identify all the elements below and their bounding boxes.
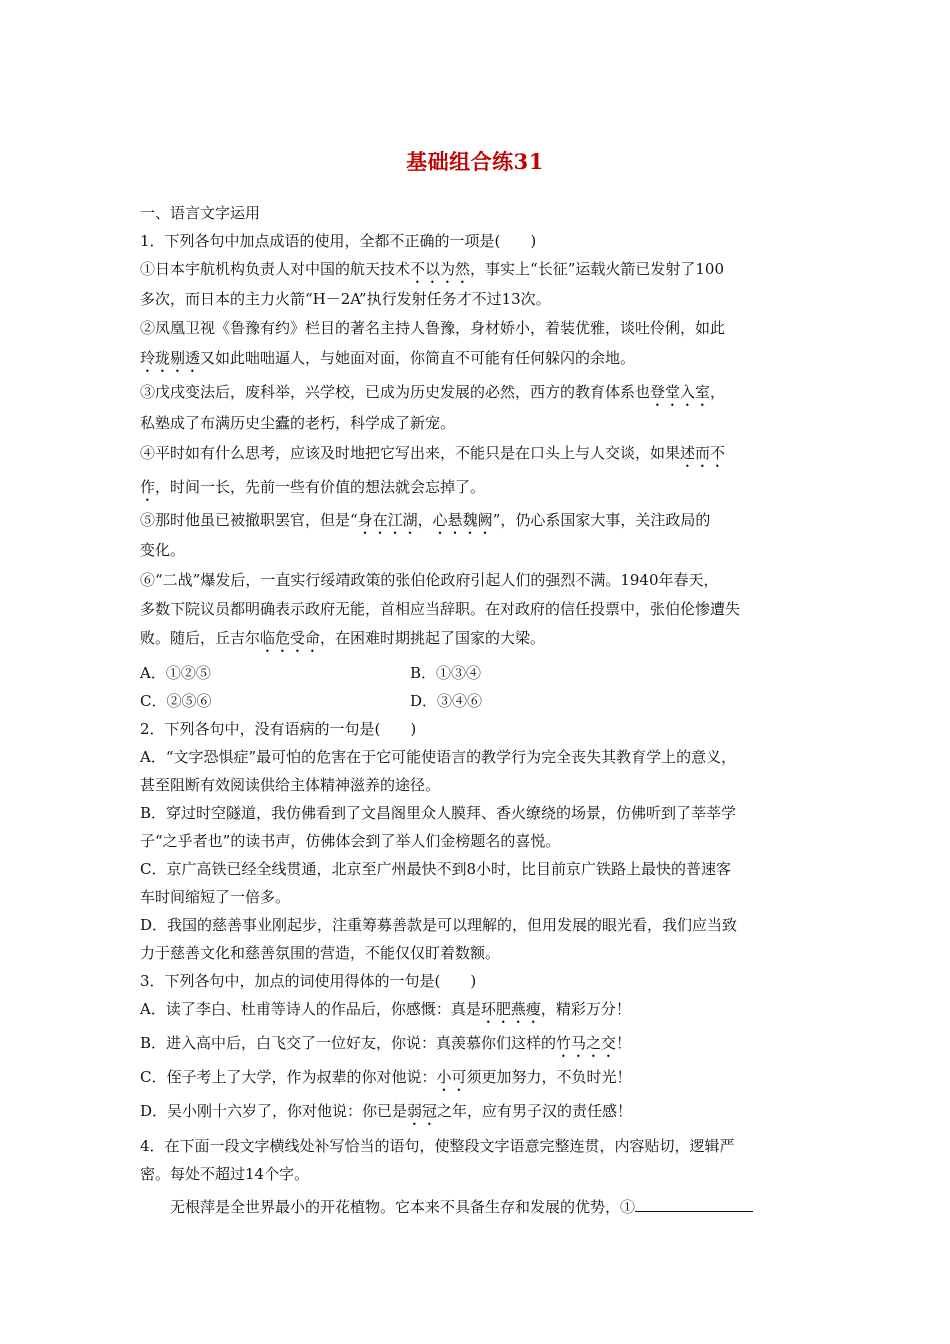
q1-sentence-6-cont: 多数下院议员都明确表示政府无能，首相应当辞职。在对政府的信任投票中，张伯伦惨遭失 <box>140 600 741 618</box>
q1-sentence-2: ②凤凰卫视《鲁豫有约》栏目的著名主持人鲁豫，身材娇小，着装优雅，谈吐伶俐，如此 <box>140 319 726 337</box>
q2-option-b: B．穿过时空隧道，我仿佛看到了文昌阁里众人膜拜、香火缭绕的场景，仿佛听到了莘莘学 <box>140 804 737 822</box>
q2-option-d-cont: 力于慈善文化和慈善氛围的营造，不能仅仅盯着数额。 <box>140 944 501 962</box>
q1-sentence-6-cont2: 败。随后，丘吉尔临危受命，在困难时期挑起了国家的大梁。 <box>140 629 546 647</box>
q1-option-a: A．①②⑤ <box>140 664 211 682</box>
q1-sentence-6: ⑥“二战”爆发后，一直实行绥靖政策的张伯伦政府引起人们的强烈不满。1940年春天， <box>140 571 719 589</box>
answer-blank-1[interactable] <box>635 1196 753 1212</box>
q1-option-d: D．③④⑥ <box>410 692 483 710</box>
dotted-idiom: 述而不 <box>680 444 726 462</box>
q2-option-d: D．我国的慈善事业刚起步，注重筹募善款是可以理解的，但用发展的眼光看，我们应当致 <box>140 916 738 934</box>
q1-sentence-5-cont: 变化。 <box>140 541 186 559</box>
q1-sentence-3: ③戊戌变法后，废科举，兴学校，已成为历史发展的必然，西方的教育体系也登堂入室， <box>140 383 726 401</box>
section-heading: 一、语言文字运用 <box>140 204 261 222</box>
dotted-idiom: 玲珑剔透 <box>140 349 201 367</box>
dotted-idiom: 身在江湖，心悬魏阙 <box>357 511 493 529</box>
dotted-word: 环肥燕瘦 <box>480 1000 541 1018</box>
question-1-stem: 1．下列各句中加点成语的使用，全都不正确的一项是( ) <box>140 232 537 250</box>
question-3-stem: 3．下列各句中，加点的词使用得体的一句是( ) <box>140 972 477 990</box>
q1-sentence-1-cont: 多次，而日本的主力火箭“H－2A”执行发射任务才不过13次。 <box>140 290 551 308</box>
question-4-stem: 4．在下面一段文字横线处补写恰当的语句，使整段文字语意完整连贯，内容贴切，逻辑严 <box>140 1137 735 1155</box>
q1-sentence-3-cont: 私塾成了布满历史尘蠹的老朽，科学成了新宠。 <box>140 414 456 432</box>
dotted-word: 竹马之交 <box>556 1034 617 1052</box>
dotted-idiom: 临危受命 <box>260 629 321 647</box>
q1-option-b: B．①③④ <box>410 664 482 682</box>
q1-sentence-4-cont: 作，时间一长，先前一些有价值的想法就会忘掉了。 <box>140 478 486 496</box>
q1-sentence-1: ①日本宇航机构负责人对中国的航天技术不以为然，事实上“长征”运载火箭已发射了100 <box>140 260 725 278</box>
q1-sentence-2-cont: 玲珑剔透又如此咄咄逼人，与她面对面，你简直不可能有任何躲闪的余地。 <box>140 349 636 367</box>
dotted-word: 弱冠 <box>407 1102 438 1120</box>
q3-option-c: C．侄子考上了大学，作为叔辈的你对他说：小可须更加努力，不负时光！ <box>140 1068 632 1086</box>
q2-option-a: A．“文字恐惧症”最可怕的危害在于它可能使语言的教学行为完全丧失其教育学上的意义， <box>140 748 737 766</box>
page-title: 基础组合练31 <box>406 149 544 174</box>
dotted-idiom: 作 <box>140 478 156 496</box>
q1-sentence-5: ⑤那时他虽已被撤职罢官，但是“身在江湖，心悬魏阙”，仍心系国家大事，关注政局的 <box>140 511 711 529</box>
q1-sentence-4: ④平时如有什么思考，应该及时地把它写出来，不能只是在口头上与人交谈，如果述而不 <box>140 444 726 462</box>
question-2-stem: 2．下列各句中，没有语病的一句是( ) <box>140 720 417 738</box>
q2-option-a-cont: 甚至阻断有效阅读供给主体精神滋养的途径。 <box>140 776 441 794</box>
q1-option-c: C．②⑤⑥ <box>140 692 212 710</box>
q2-option-c: C．京广高铁已经全线贯通，北京至广州最快不到8小时，比目前京广铁路上最快的普速客 <box>140 860 732 878</box>
dotted-word: 小可 <box>436 1068 467 1086</box>
dotted-idiom: 不以为然 <box>410 260 471 278</box>
q3-option-d: D．吴小刚十六岁了，你对他说：你已是弱冠之年，应有男子汉的责任感！ <box>140 1102 633 1120</box>
question-4-stem-cont: 密。每处不超过14个字。 <box>140 1165 310 1183</box>
q2-option-b-cont: 子“之乎者也”的读书声，仿佛体会到了举人们金榜题名的喜悦。 <box>140 832 561 850</box>
dotted-idiom: 登堂入室 <box>650 383 711 401</box>
q3-option-a: A．读了李白、杜甫等诗人的作品后，你感慨：真是环肥燕瘦，精彩万分！ <box>140 1000 631 1018</box>
q4-paragraph: 无根萍是全世界最小的开花植物。它本来不具备生存和发展的优势，① <box>170 1196 753 1217</box>
q3-option-b: B．进入高中后，白飞交了一位好友，你说：真羡慕你们这样的竹马之交！ <box>140 1034 632 1052</box>
q2-option-c-cont: 车时间缩短了一倍多。 <box>140 888 291 906</box>
